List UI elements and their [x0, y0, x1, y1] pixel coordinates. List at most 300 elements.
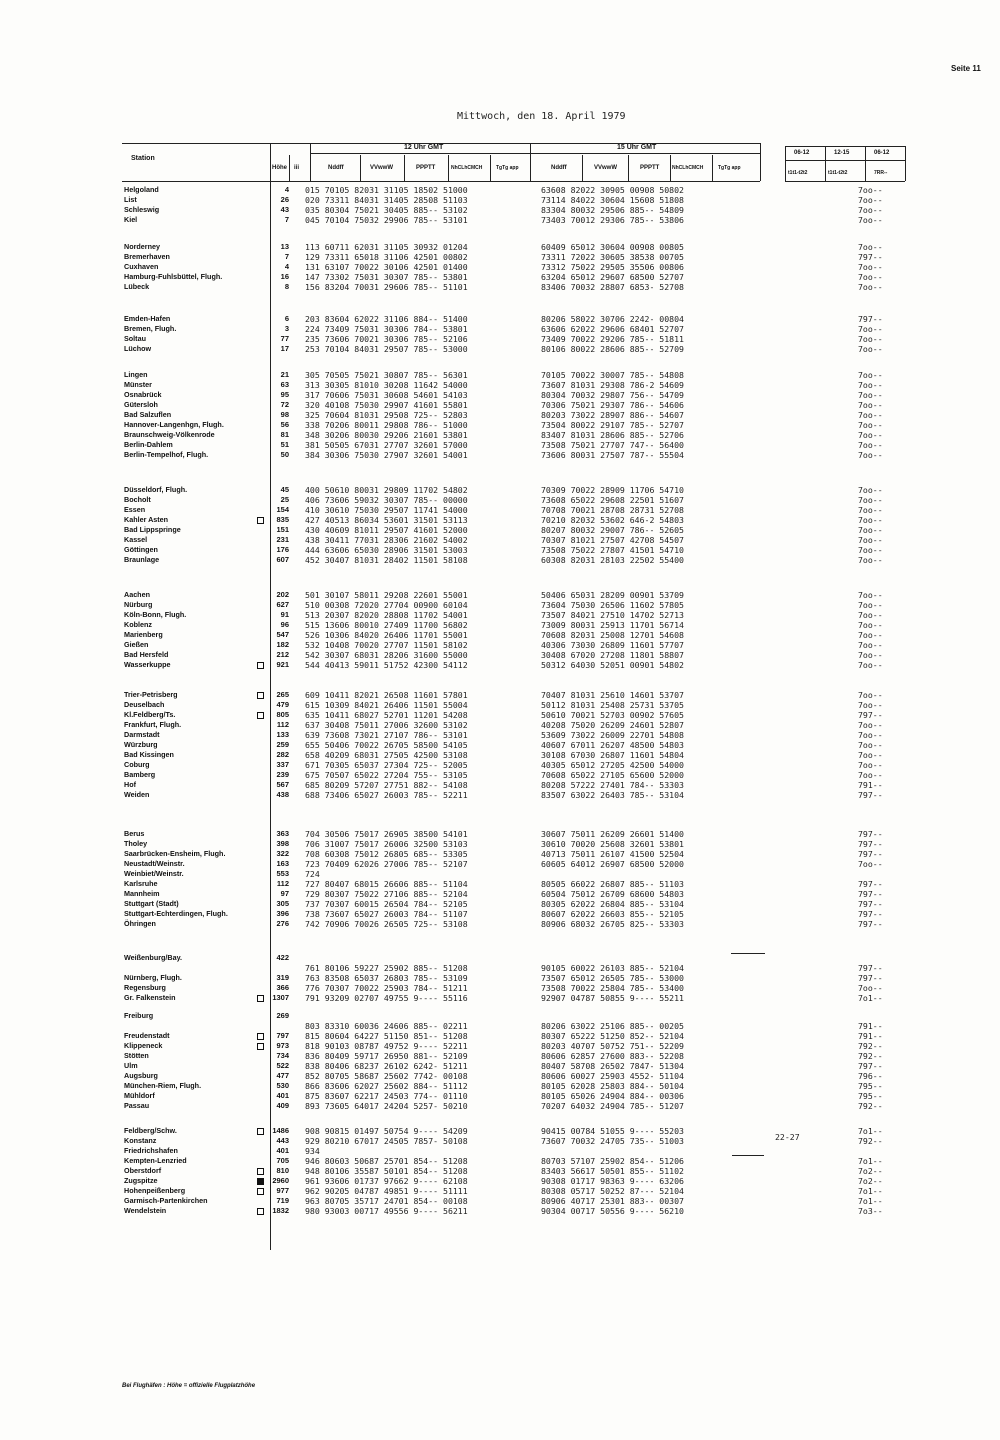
station-height: 973	[276, 1041, 289, 1050]
obs-15-values: 80207 80032 29007 786-- 52605	[541, 525, 684, 535]
station-height: 282	[276, 750, 289, 759]
column-rule	[360, 155, 361, 181]
obs-12-values	[305, 953, 535, 963]
obs-15-column	[541, 314, 766, 354]
precip-value: 797--	[858, 849, 883, 859]
station-label: Stötten	[124, 1051, 149, 1060]
station-label: Konstanz	[124, 1136, 157, 1145]
station-label: Karlsruhe	[124, 879, 158, 888]
page-number: Seite 11	[951, 64, 981, 73]
station-height: 1832	[272, 1206, 289, 1215]
station-name	[124, 525, 266, 535]
obs-15-values: 50406 65031 28209 00901 53709	[541, 590, 684, 600]
precip-value: 7oo--	[858, 344, 883, 354]
station-name	[124, 380, 266, 390]
station-name	[124, 610, 266, 620]
obs-12-values: 113 60711 62031 31105 30932 01204	[305, 242, 468, 252]
precip-value: 792--	[858, 1041, 883, 1051]
station-height: 438	[276, 790, 289, 799]
station-height: 17	[280, 344, 289, 353]
obs-15-column	[541, 1126, 766, 1216]
precip-value: 7oo--	[858, 730, 883, 740]
obs-15-values: 70210 82032 53602 646-2 54803	[541, 515, 684, 525]
header-12-nddff: Nddff	[328, 165, 344, 171]
precip-value: 7oo--	[858, 700, 883, 710]
obs-12-values: 203 83604 62022 31106 884-- 51400	[305, 314, 468, 324]
precip-column	[858, 370, 918, 460]
obs-15-column	[541, 953, 766, 1003]
station-height: 322	[276, 849, 289, 858]
obs-12-values: 348 30206 80030 29206 21601 53801	[305, 430, 468, 440]
station-column	[124, 590, 266, 670]
precip-value: 797--	[858, 963, 883, 973]
obs-12-column	[305, 185, 535, 225]
station-height: 202	[276, 590, 289, 599]
station-name	[124, 1081, 266, 1091]
station-label: Freudenstadt	[124, 1031, 170, 1040]
precip-column	[858, 1126, 918, 1216]
obs-15-values: 73604 75030 26506 11602 57805	[541, 600, 684, 610]
precip-value: 7oo--	[858, 770, 883, 780]
obs-12-values: 452 30407 81031 28402 11501 58108	[305, 555, 468, 565]
station-column	[124, 1011, 266, 1111]
precip-column	[858, 590, 918, 670]
obs-12-column	[305, 370, 535, 460]
obs-12-values: 313 30305 81010 30208 11642 54000	[305, 380, 468, 390]
station-height: 409	[276, 1101, 289, 1110]
precip-value: 7oo--	[858, 650, 883, 660]
precip-value: 7oo--	[858, 242, 883, 252]
header-15-ppptt: PPPTT	[640, 165, 660, 171]
obs-15-values: 60409 65012 30604 00908 00805	[541, 242, 684, 252]
station-label: Nürburg	[124, 600, 153, 609]
station-label: Regensburg	[124, 983, 166, 992]
station-height: 719	[276, 1196, 289, 1205]
station-name	[124, 400, 266, 410]
precip-value: 7oo--	[858, 983, 883, 993]
station-name	[124, 344, 266, 354]
precip-value: 7o1--	[858, 1186, 883, 1196]
station-label: Mannheim	[124, 889, 160, 898]
station-label: Düsseldorf, Flugh.	[124, 485, 188, 494]
station-name	[124, 440, 266, 450]
obs-12-values: 317 70606 75031 30608 54601 54103	[305, 390, 468, 400]
obs-15-values: 80703 57107 25902 854-- 51206	[541, 1156, 684, 1166]
station-name	[124, 590, 266, 600]
column-rule	[404, 155, 405, 181]
obs-12-values: 655 50406 70022 26705 58500 54105	[305, 740, 468, 750]
station-label: Hamburg-Fuhlsbüttel, Flugh.	[124, 272, 223, 281]
obs-15-values: 73311 72022 30605 38538 00705	[541, 252, 684, 262]
obs-12-values: 325 70604 81031 29508 725-- 52803	[305, 410, 468, 420]
obs-12-values: 836 80409 59717 26950 881-- 52109	[305, 1051, 468, 1061]
station-name	[124, 760, 266, 770]
obs-15-values: 73114 84022 30604 15608 51808	[541, 195, 684, 205]
station-label: Trier-Petrisberg	[124, 690, 178, 699]
column-rule	[712, 155, 713, 181]
precip-value: 792--	[858, 1051, 883, 1061]
header-12-vvwww: VVwwW	[370, 165, 394, 171]
station-height: 45	[280, 485, 289, 494]
header-12-clouds: NhCLhCMCH	[451, 165, 483, 171]
obs-15-column	[541, 690, 766, 800]
obs-12-values: 532 10408 70020 27707 11501 58102	[305, 640, 468, 650]
station-column	[124, 314, 266, 354]
height-column	[258, 1126, 289, 1216]
station-name	[124, 869, 266, 879]
station-name	[124, 660, 266, 670]
station-name	[124, 640, 266, 650]
header-12-ppptt: PPPTT	[416, 165, 436, 171]
station-height: 567	[276, 780, 289, 789]
station-height: 16	[280, 272, 289, 281]
precip-value: 7oo--	[858, 525, 883, 535]
station-label: Kempten-Lenzried	[124, 1156, 187, 1165]
precip-value: 795--	[858, 1081, 883, 1091]
precip-column	[858, 690, 918, 800]
obs-15-values: 73009 80031 25913 11701 56714	[541, 620, 684, 630]
station-label: Koblenz	[124, 620, 152, 629]
station-height: 25	[280, 495, 289, 504]
station-column	[124, 370, 266, 460]
column-rule	[490, 155, 491, 181]
obs-15-values: 60605 64012 26907 68500 52000	[541, 859, 684, 869]
station-label: Tholey	[124, 839, 148, 848]
station-column	[124, 185, 266, 225]
obs-12-values: 129 73311 65018 31106 42501 00802	[305, 252, 468, 262]
precip-value: 7o3--	[858, 1206, 883, 1216]
obs-12-values: 685 80209 57207 27751 882-- 54108	[305, 780, 468, 790]
obs-15-values: 73507 84021 27510 14702 52713	[541, 610, 684, 620]
precip-value: 7oo--	[858, 620, 883, 630]
station-height: 4	[284, 185, 289, 194]
obs-15-column	[541, 829, 766, 929]
station-label: Bad Hersfeld	[124, 650, 169, 659]
precip-value: 792--	[858, 1101, 883, 1111]
station-name	[124, 770, 266, 780]
precip-value: 7oo--	[858, 590, 883, 600]
column-rule	[760, 143, 761, 181]
precip-value: 7oo--	[858, 370, 883, 380]
precip-value: 7oo--	[858, 262, 883, 272]
obs-15-column	[541, 1011, 766, 1111]
precip-value: 7oo--	[858, 400, 883, 410]
station-height: 6	[284, 314, 289, 323]
obs-12-values: 501 30107 58011 29208 22601 55001	[305, 590, 468, 600]
station-label: Kahler Asten	[124, 515, 169, 524]
precip-value	[858, 869, 918, 879]
station-name	[124, 1021, 266, 1031]
station-height: 81	[280, 430, 289, 439]
station-height: 422	[276, 953, 289, 962]
obs-12-values: 980 93003 00717 49556 9---- 56211	[305, 1206, 468, 1216]
station-height: 259	[276, 740, 289, 749]
station-name	[124, 1071, 266, 1081]
station-label: Gütersloh	[124, 400, 158, 409]
station-height: 96	[280, 620, 289, 629]
obs-15-values: 63606 62022 29606 68401 52707	[541, 324, 684, 334]
precip-value: 7oo--	[858, 185, 883, 195]
station-height: 212	[276, 650, 289, 659]
station-label: Garmisch-Partenkirchen	[124, 1196, 208, 1205]
station-label: Kiel	[124, 215, 138, 224]
station-height: 401	[276, 1146, 289, 1155]
station-name	[124, 730, 266, 740]
station-height: 182	[276, 640, 289, 649]
obs-12-values: 381 50505 67031 27707 32601 57000	[305, 440, 468, 450]
obs-12-values: 515 13606 80010 27409 11700 56802	[305, 620, 468, 630]
obs-12-values: 427 40513 86034 53601 31501 53113	[305, 515, 468, 525]
precip-column	[858, 953, 918, 1003]
column-rule	[289, 155, 290, 181]
obs-12-values: 510 00308 72020 27704 00900 60104	[305, 600, 468, 610]
station-name	[124, 545, 266, 555]
station-column	[124, 1126, 266, 1216]
station-name	[124, 690, 266, 700]
obs-12-values: 961 93606 01737 97662 9---- 62108	[305, 1176, 468, 1186]
obs-12-column	[305, 953, 535, 1003]
station-label: Stuttgart (Stadt)	[124, 899, 179, 908]
obs-15-values: 70407 81031 25610 14601 53707	[541, 690, 684, 700]
station-label: Wasserkuppe	[124, 660, 171, 669]
obs-15-values: 30607 75011 26209 26601 51400	[541, 829, 684, 839]
obs-15-values: 70309 70022 28909 11706 54710	[541, 485, 684, 495]
station-height: 21	[280, 370, 289, 379]
precip-value: 797--	[858, 919, 883, 929]
obs-12-values: 875 83607 62217 24503 774-- 01110	[305, 1091, 468, 1101]
obs-12-column	[305, 242, 535, 292]
header-station: Station	[131, 155, 155, 162]
obs-12-values: 338 70206 80011 29808 786-- 51000	[305, 420, 468, 430]
obs-12-values: 020 73311 84031 31405 28508 51103	[305, 195, 468, 205]
station-name	[124, 983, 266, 993]
precip-value: 7oo--	[858, 600, 883, 610]
obs-12-values: 671 70305 65037 27304 725-- 52005	[305, 760, 468, 770]
obs-15-values: 83304 80032 29506 885-- 54809	[541, 205, 684, 215]
station-height	[258, 963, 289, 973]
obs-12-values: 838 80406 68237 26102 6242- 51211	[305, 1061, 468, 1071]
column-rule	[865, 146, 866, 181]
column-rule	[825, 146, 826, 181]
station-column	[124, 690, 266, 800]
station-name	[124, 410, 266, 420]
station-column	[124, 242, 266, 292]
station-height: 97	[280, 889, 289, 898]
station-label: Bad Salzuflen	[124, 410, 172, 419]
station-height: 319	[276, 973, 289, 982]
station-label: München-Riem, Flugh.	[124, 1081, 202, 1090]
precip-value: 797--	[858, 252, 883, 262]
station-height: 276	[276, 919, 289, 928]
station-name	[124, 555, 266, 565]
header-rule	[785, 160, 905, 161]
station-height: 479	[276, 700, 289, 709]
column-rule	[670, 155, 671, 181]
station-name	[124, 450, 266, 460]
extra-note: 22-27	[775, 1132, 800, 1142]
obs-12-values: 706 31007 75017 26006 32500 53103	[305, 839, 468, 849]
obs-15-values: 73608 65022 29608 22501 51607	[541, 495, 684, 505]
station-name	[124, 740, 266, 750]
station-label: Aachen	[124, 590, 150, 599]
precip-value	[858, 1146, 918, 1156]
station-name	[124, 839, 266, 849]
station-label: Berlin-Tempelhof, Flugh.	[124, 450, 209, 459]
header-15-nddff: Nddff	[551, 165, 567, 171]
obs-12-values: 320 40108 75030 29907 41601 55801	[305, 400, 468, 410]
obs-12-values: 761 80106 59227 25902 885-- 51208	[305, 963, 468, 973]
station-name	[124, 1126, 266, 1136]
station-name	[124, 215, 266, 225]
precip-value: 797--	[858, 829, 883, 839]
precip-value: 797--	[858, 314, 883, 324]
station-name	[124, 1186, 266, 1196]
station-name	[124, 600, 266, 610]
obs-15-values: 50112 81031 25408 25731 53705	[541, 700, 684, 710]
obs-15-values: 80208 57222 27401 784-- 53303	[541, 780, 684, 790]
station-height: 305	[276, 899, 289, 908]
station-name	[124, 515, 266, 525]
precip-value: 792--	[858, 1136, 883, 1146]
station-name	[124, 252, 266, 262]
precip-column	[858, 1011, 918, 1111]
station-height: 1307	[272, 993, 289, 1002]
station-name	[124, 650, 266, 660]
station-label: List	[124, 195, 137, 204]
station-name	[124, 1061, 266, 1071]
station-height: 2960	[272, 1176, 289, 1185]
precip-value: 7oo--	[858, 440, 883, 450]
obs-12-column	[305, 1126, 535, 1216]
obs-15-column	[541, 485, 766, 565]
station-height: 366	[276, 983, 289, 992]
station-label: Cuxhaven	[124, 262, 159, 271]
height-column	[258, 370, 289, 460]
station-label: Wendelstein	[124, 1206, 167, 1215]
obs-12-values: 444 63606 65030 28906 31501 53003	[305, 545, 468, 555]
precip-value: 797--	[858, 839, 883, 849]
station-label: Saarbrücken-Ensheim, Flugh.	[124, 849, 226, 858]
obs-15-values: 70608 82031 25008 12701 54608	[541, 630, 684, 640]
obs-12-values: 948 80106 35587 50101 854-- 51208	[305, 1166, 468, 1176]
obs-15-values: 80105 62028 25803 884-- 50104	[541, 1081, 684, 1091]
header-rule	[785, 181, 905, 182]
station-height: 810	[276, 1166, 289, 1175]
station-height: 734	[276, 1051, 289, 1060]
station-label: Hohenpeißenberg	[124, 1186, 186, 1195]
station-height: 547	[276, 630, 289, 639]
obs-12-values: 738 73607 65027 26003 784-- 51107	[305, 909, 468, 919]
station-height: 112	[276, 879, 289, 888]
header-rule	[122, 143, 270, 144]
station-label: Göttingen	[124, 545, 158, 554]
precip-value: 7oo--	[858, 390, 883, 400]
precip-value: 7oo--	[858, 205, 883, 215]
station-height: 3	[284, 324, 289, 333]
station-height: 977	[276, 1186, 289, 1195]
station-label: Essen	[124, 505, 146, 514]
station-label: Friedrichshafen	[124, 1146, 178, 1155]
station-label: Berus	[124, 829, 145, 838]
station-height: 553	[276, 869, 289, 878]
obs-15-values: 80906 68032 26705 825-- 53303	[541, 919, 684, 929]
obs-12-values: 908 90815 01497 50754 9---- 54209	[305, 1126, 468, 1136]
station-label: Weinbiet/Weinstr.	[124, 869, 184, 878]
header-r2-sub: t1t1-t2t2	[828, 170, 848, 176]
station-name	[124, 829, 266, 839]
obs-12-values: 962 90205 04787 49851 9---- 51111	[305, 1186, 468, 1196]
obs-15-values: 60504 75012 26709 68600 54803	[541, 889, 684, 899]
obs-15-values: 80407 58708 26502 7847- 51304	[541, 1061, 684, 1071]
obs-15-values: 80607 62022 26603 855-- 52105	[541, 909, 684, 919]
precip-value: 7o1--	[858, 1196, 883, 1206]
obs-12-values: 727 80407 68015 26606 885-- 51104	[305, 879, 468, 889]
obs-12-values: 688 73406 65027 26003 785-- 52211	[305, 790, 468, 800]
obs-15-values: 80105 65026 24904 884-- 00306	[541, 1091, 684, 1101]
station-label: Hannover-Langenhgn, Flugh.	[124, 420, 224, 429]
station-name	[124, 849, 266, 859]
obs-15-column	[541, 185, 766, 225]
obs-15-values: 73606 80031 27507 787-- 55504	[541, 450, 684, 460]
obs-15-values: 83407 81031 28606 885-- 52706	[541, 430, 684, 440]
obs-12-values: 704 30506 75017 26905 38500 54101	[305, 829, 468, 839]
obs-15-values: 70306 75021 29307 786-- 54606	[541, 400, 684, 410]
obs-12-values: 410 30610 75030 29507 11741 54000	[305, 505, 468, 515]
station-name	[124, 495, 266, 505]
obs-15-values: 90415 00784 51055 9---- 55203	[541, 1126, 684, 1136]
station-name	[124, 390, 266, 400]
station-label: Augsburg	[124, 1071, 158, 1080]
obs-12-values: 305 70505 75021 30807 785-- 56301	[305, 370, 468, 380]
station-name	[124, 430, 266, 440]
station-height: 7	[284, 252, 289, 261]
obs-15-values: 80203 40707 50752 751-- 52209	[541, 1041, 684, 1051]
obs-15-values: 80206 63022 25106 885-- 00205	[541, 1021, 684, 1031]
station-label: Bad Kissingen	[124, 750, 174, 759]
column-rule	[628, 155, 629, 181]
station-label: Zugspitze	[124, 1176, 158, 1185]
precip-column	[858, 242, 918, 292]
station-label: Oberstdorf	[124, 1166, 162, 1175]
station-name	[124, 1206, 266, 1216]
station-name	[124, 1196, 266, 1206]
station-label: Bamberg	[124, 770, 156, 779]
station-name	[124, 710, 266, 720]
column-rule	[785, 146, 786, 181]
obs-12-values: 742 70906 70026 26505 725-- 53108	[305, 919, 468, 929]
station-name	[124, 953, 266, 963]
precip-value: 7oo--	[858, 555, 883, 565]
station-label: Stuttgart-Echterdingen, Flugh.	[124, 909, 228, 918]
obs-12-values: 513 20307 82020 28808 11702 54001	[305, 610, 468, 620]
obs-15-values: 73409 70022 29206 785-- 51811	[541, 334, 684, 344]
station-name	[124, 535, 266, 545]
obs-12-column	[305, 829, 535, 929]
height-column	[258, 314, 289, 354]
station-height: 269	[276, 1011, 289, 1020]
precip-value: 7oo--	[858, 420, 883, 430]
station-height: 56	[280, 420, 289, 429]
station-name	[124, 205, 266, 215]
precip-column	[858, 185, 918, 225]
station-height: 805	[276, 710, 289, 719]
station-height: 797	[276, 1031, 289, 1040]
station-name	[124, 1156, 266, 1166]
station-name	[124, 720, 266, 730]
precip-value: 7oo--	[858, 640, 883, 650]
station-column	[124, 829, 266, 929]
obs-15-values: 40607 67011 26207 48500 54803	[541, 740, 684, 750]
